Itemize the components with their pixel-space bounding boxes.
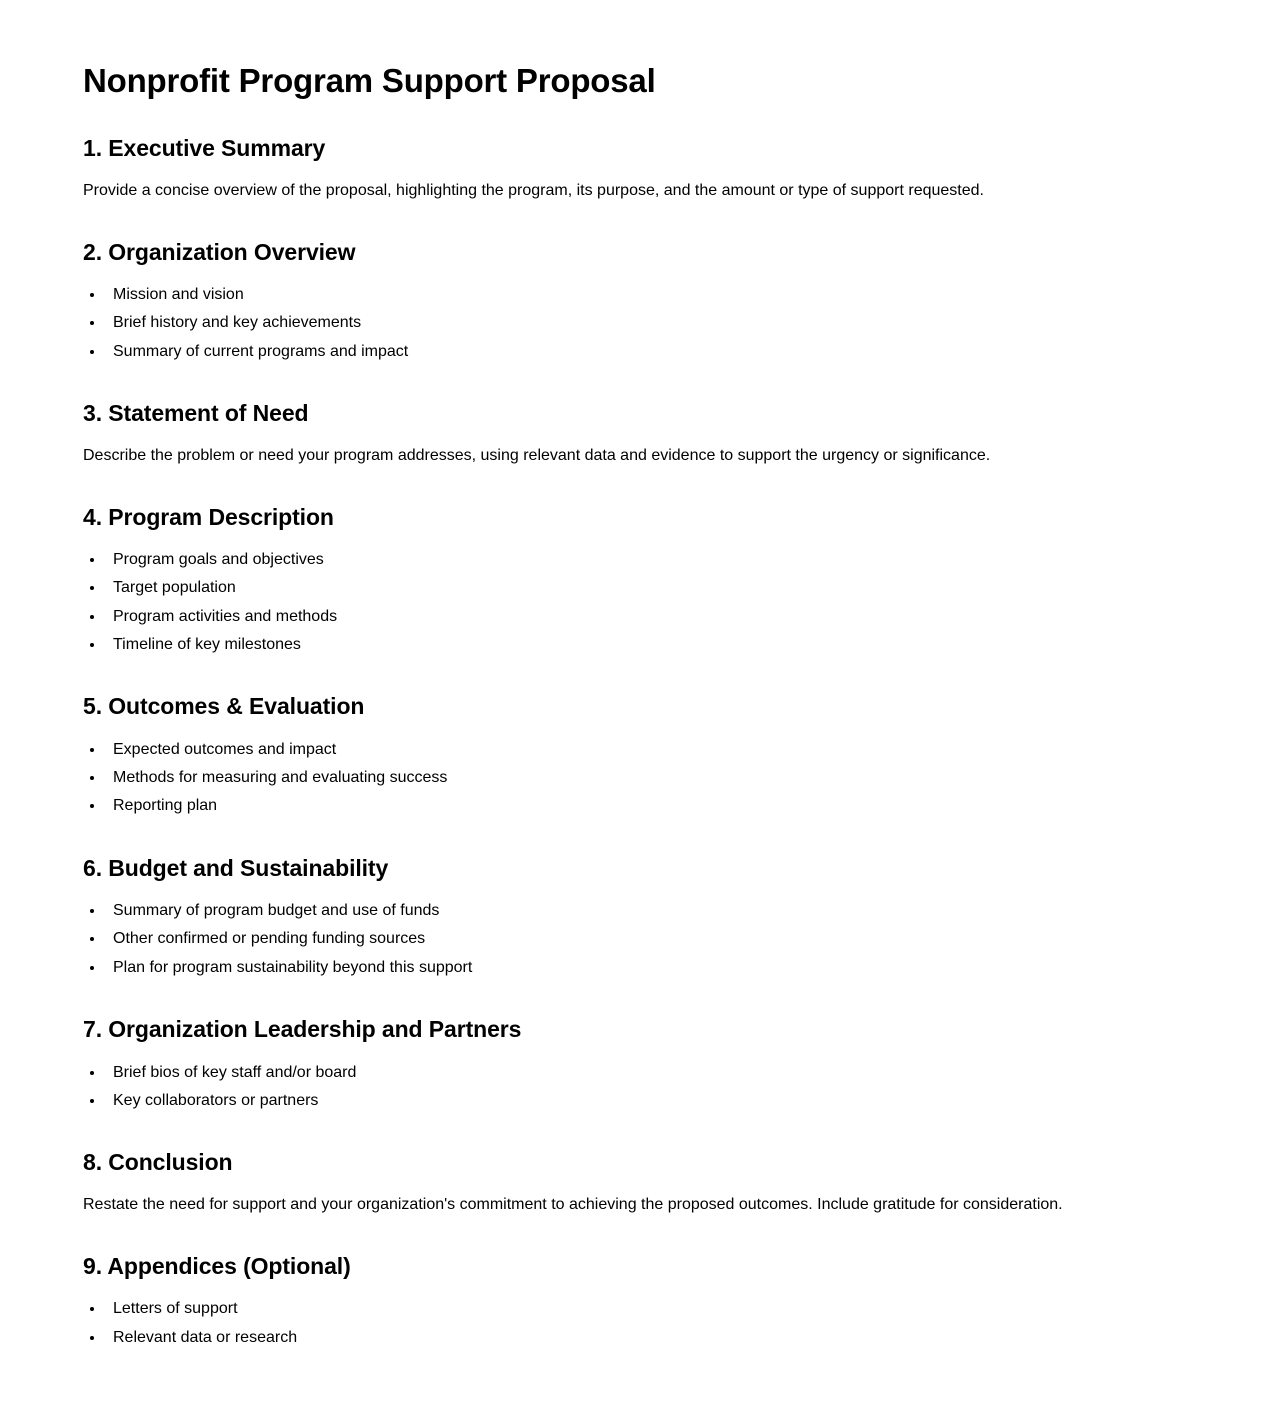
section-list (83, 737, 1203, 819)
list-item: Summary of current programs and impact (83, 339, 1203, 364)
list-item: Other confirmed or pending funding sources (83, 926, 1203, 951)
list-item: Summary of program budget and use of funds (83, 898, 1203, 923)
list-item: Plan for program sustainability beyond this support (83, 955, 1203, 980)
section-heading: 8. Conclusion (83, 1149, 233, 1176)
list-item: Program activities and methods (83, 604, 1203, 629)
list-item: Key collaborators or partners (83, 1088, 1203, 1113)
document-section (83, 1253, 1203, 1350)
section-heading: 9. Appendices (Optional) (83, 1252, 351, 1279)
section-heading: 7. Organization Leadership and Partners (83, 1015, 522, 1042)
section-heading: 1. Executive Summary (83, 134, 326, 161)
list-item: Brief bios of key staff and/or board (83, 1060, 1203, 1085)
page-title: Nonprofit Program Support Proposal (83, 62, 656, 99)
list-item: Letters of support (83, 1296, 1203, 1321)
list-item: Methods for measuring and evaluating success (83, 765, 1203, 790)
section-list (83, 898, 1203, 980)
document-section (83, 239, 1203, 364)
section-paragraph: Describe the problem or need your program addresses, using relevant data and evidence to support the urgency or significance. (83, 446, 991, 464)
section-paragraph: Provide a concise overview of the proposal, highlighting the program, its purpose, and the amount or type of support requested. (83, 181, 984, 199)
document-section (83, 855, 1203, 980)
list-item: Relevant data or research (83, 1325, 1203, 1350)
document-section (83, 135, 1203, 203)
list-item: Expected outcomes and impact (83, 737, 1203, 762)
section-list (83, 1060, 1203, 1114)
list-item: Target population (83, 575, 1203, 600)
document-section (83, 1016, 1203, 1113)
section-heading: 3. Statement of Need (83, 399, 309, 426)
list-item: Reporting plan (83, 793, 1203, 818)
document-section (83, 504, 1203, 658)
document-section (83, 1149, 1203, 1217)
section-paragraph: Restate the need for support and your organization's commitment to achieving the proposed outcomes. Include gratitude for consideration. (83, 1195, 1063, 1213)
document-section (83, 693, 1203, 818)
section-list (83, 1296, 1203, 1350)
list-item: Program goals and objectives (83, 547, 1203, 572)
section-heading: 6. Budget and Sustainability (83, 854, 389, 881)
section-list (83, 282, 1203, 364)
section-heading: 2. Organization Overview (83, 238, 356, 265)
list-item: Timeline of key milestones (83, 632, 1203, 657)
list-item: Mission and vision (83, 282, 1203, 307)
section-heading: 4. Program Description (83, 503, 334, 530)
list-item: Brief history and key achievements (83, 310, 1203, 335)
document-section (83, 400, 1203, 468)
section-list (83, 547, 1203, 657)
section-heading: 5. Outcomes & Evaluation (83, 693, 365, 720)
